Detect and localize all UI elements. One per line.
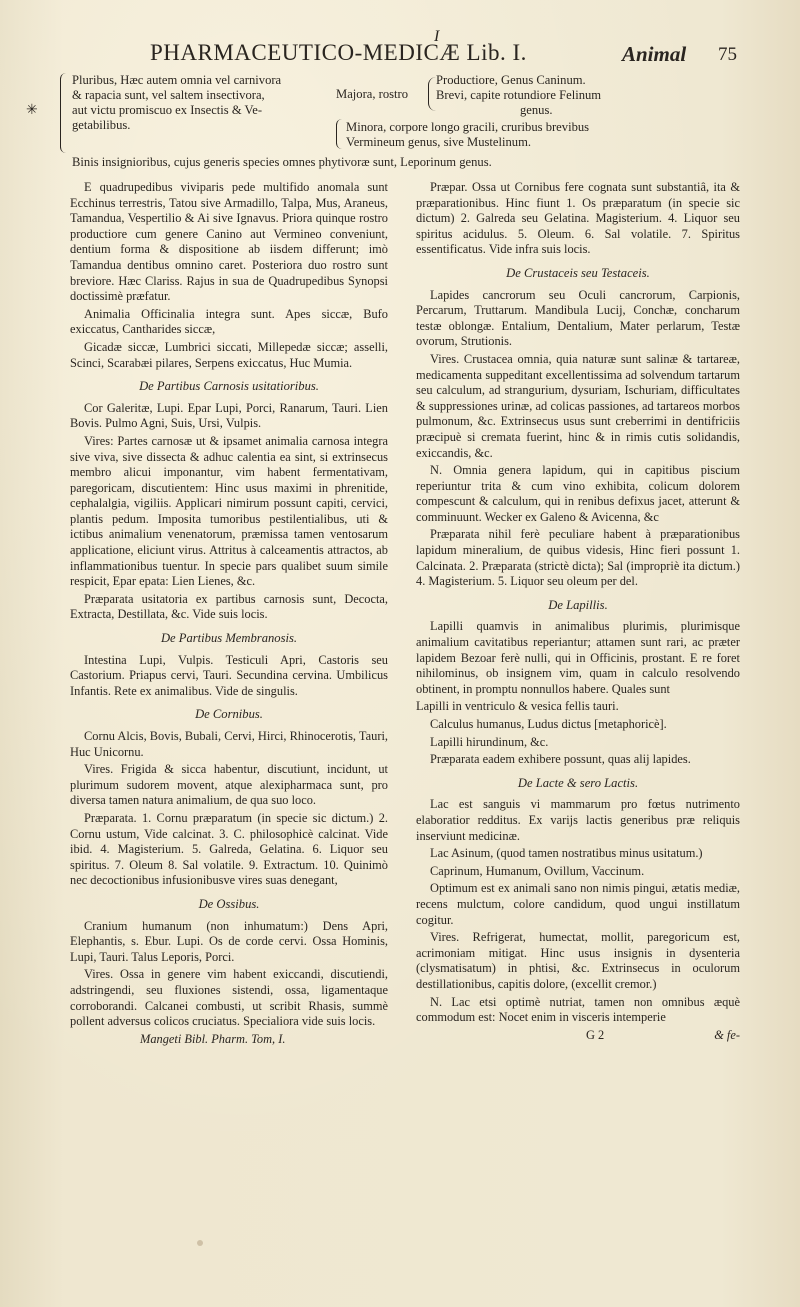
paragraph: E quadrupedibus viviparis pede multifido anomala sunt Ecchinus terrestris, Tatou sive Armadillo, Talpa, Mus, Araneus, Tamandua, Vespertilio & Ai sive Ignavus. Priora quinque rostro productiore cum genere Canino aut Vermineo conveniunt, dentium forma & dispositione ab iisdem differunt; imò Tamandua dentibus omnino caret. Posteriora duo rostro sunt breviore. Hæc Clariss. Rajus in sua de Quadrupedibus Synopsi doctissimè præfatur. [70,180,388,304]
left-column [70,180,388,1047]
paragraph: Animalia Officinalia integra sunt. Apes siccæ, Bufo exiccatus, Cantharides siccæ, [70,306,388,337]
paragraph: Vires. Refrigerat, humectat, mollit, paregoricum est, acrimoniam mitigat. Hinc usus insignis in dysenteria (clysmatisatum) in phtisi, &c. Extrinsecus in oculorum destillationibus, capitis dolore, (excellit cremor.) [416,930,740,991]
minora-line: Vermineum genus, sive Mustelinum. [346,135,532,149]
majora-label: Majora, rostro [336,87,409,101]
paragraph: Vires. Ossa in genere vim habent exiccandi, discutiendi, adstringendi, seu fluxiones sistendi, ossa, ligamentaque corroborandi. Calcanei combusti, ut scribit Rhasis, summè pollent adversus colicos cruciatus. Specialiora vide suis locis. [70,967,388,1029]
page-number: 75 [718,44,737,65]
paragraph: Lac Asinum, (quod tamen nostratibus minus usitatum.) [430,846,703,861]
paragraph: N. Lac etsi optimè nutriat, tamen non omnibus æquè commodum est: Nocet enim in visceris intemperie [416,994,740,1025]
paragraph: Cranium humanum (non inhumatum:) Dens Apri, Elephantis, s. Ebur. Lupi. Os de corde cervi. Ossa Hominis, Lupi, Tauri. Talus Leporis, Porci. [70,918,388,964]
asterisk-mark: ✳ [26,103,38,118]
paragraph: Gicadæ siccæ, Lumbrici siccati, Millepedæ siccæ; asselli, Scinci, Scarabæi pilares, Serpens exiccatus, Huc Mumia. [70,339,388,370]
productiore-line: Productiore, Genus Caninum. [436,73,586,87]
paragraph: Optimum est ex animali sano non nimis pingui, ætatis mediæ, recens mulctum, colore candidum, quod ungui instillatum cogitur. [416,881,740,927]
section-heading: De Partibus Carnosis usitatioribus. [139,379,319,394]
footer-right [416,1028,740,1044]
paragraph: Cor Galeritæ, Lupi. Epar Lupi, Porci, Ranarum, Tauri. Lien Bovis. Pulmo Agni, Suis, Ursi, Vulpis. [70,400,388,431]
section-heading: De Partibus Membranosis. [160,631,298,646]
top-mark: I [434,28,440,45]
section-heading: De Crustaceis seu Testaceis. [506,265,650,280]
paragraph: Intestina Lupi, Vulpis. Testiculi Apri, Castoris seu Castorium. Priapus cervi, Tauri. Secundina cervina. Umbilicus Infantis. Rete ex animalibus. Vide de singulis. [70,652,388,698]
genus-word: genus. [520,103,553,117]
paragraph: Lapides cancrorum seu Oculi cancrorum, Carpionis, Percarum, Truttarum. Mandibula Lucij, Conchæ, concharum testæ oblongæ. Entalium, Dentalium, Mater perlarum, Testæ ovorum, Strutionis. [416,287,740,349]
pluribus-line: aut victu promiscuo ex Insectis & Ve- [72,103,263,117]
paragraph: Vires. Frigida & sicca habentur, discutiunt, incidunt, ut plurimum sudorem movent, atque alexipharmaca sunt, pro diversa tamen natura animalium, de qua suo loco. [70,762,388,808]
pluribus-line: Pluribus, Hæc autem omnia vel carnivora [72,73,282,87]
pluribus-line: & rapacia sunt, vel saltem insectivora, [72,88,265,102]
right-column [416,180,740,1043]
minora-text [346,120,756,150]
catchword: & fe- [714,1027,740,1042]
section-heading: De Lacte & sero Lactis. [517,775,639,790]
footer-imprint: Mangeti Bibl. Pharm. Tom, I. [140,1031,286,1046]
paragraph: Præpar. Ossa ut Cornibus fere cognata sunt substantiâ, ita & præparationibus. Hinc fiunt 1. Os præparatum (in specie sic dictum) 2. Galreda seu Gelatina. Magisterium. 4. Liquor seu spiritus acidulus. 5. Oleum. 6. Sal volatile. 7. Spiritus essentificatus. Vide infra suis locis. [416,180,740,257]
paragraph: Præparata eadem exhibere possunt, quas alij lapides. [430,752,691,767]
paragraph: Lapilli in ventriculo & vesica fellis tauri. [416,699,619,714]
footer-left [70,1032,388,1048]
pluribus-line: getabilibus. [72,118,131,132]
paragraph: N. Omnia genera lapidum, qui in capitibus piscium reperiuntur trita & cum vino exhibita, colicum dolorem compescunt & calculum, qui in renibus defixus jacet, atterunt & comminuunt. Wecker ex Galeno & Avicenna, &c [416,463,740,524]
running-title: PHARMACEUTICO-MEDICÆ Lib. I. [150,40,527,65]
paragraph: Præparata. 1. Cornu præparatum (in specie sic dictum.) 2. Cornu ustum, Vide calcinat. 3. C. philosophicè calcinat. Vide ibid. 4. Magisterium. 5. Galreda, Gelatina. 6. Liquor seu spiritus. 7. Oleum 8. Sal volatile. 9. Extractum. 10. Quinimò nec decoctionibus infusionibusve vires suas denegant, [70,810,388,888]
signature-mark: G 2 [585,1027,605,1042]
paragraph: Cornu Alcis, Bovis, Bubali, Cervi, Hirci, Rhinocerotis, Tauri, Huc Unicornu. [70,729,388,759]
paragraph: Lapilli hirundinum, &c. [430,734,549,749]
section-heading: De Lapillis. [548,597,608,612]
section-heading: De Cornibus. [195,707,263,722]
classification-block [26,73,760,173]
binis-line: Binis insignioribus, cujus generis species omnes phytivoræ sunt, Leporinum genus. [72,155,492,169]
pluribus-text [72,73,334,133]
paragraph: Caprinum, Humanum, Ovillum, Vaccinum. [430,863,645,878]
minora-line: Minora, corpore longo gracili, cruribus brevibus [346,120,590,134]
paragraph: Lac est sanguis vi mammarum pro fœtus nutrimento elaboratior redditus. Ex varijs lactis generibus præ reliquis inserviunt medicinæ. [416,797,740,843]
paragraph: Calculus humanus, Ludus dictus [metaphoricè]. [430,717,667,731]
paragraph: Præparata nihil ferè peculiare habent à præparationibus lapidum mineralium, de quibus videsis, Hinc fieri possunt 1. Calcinata. 2. Præparata (strictè dicta); Sal (impropriè ita dictum.) 4. Magisterium. 5. Liquor seu oleum per del. [416,527,740,589]
paragraph: Præparata usitatoria ex partibus carnosis sunt, Decocta, Extracta, Destillata, &c. Vide suis locis. [70,591,388,622]
paragraph: Lapilli quamvis in animalibus plurimis, plurimisque animalium cavitatibus reperiantur; attamen sunt rari, ac præter lapidem Bezoar ferè nulli, qui in Officinis, prostant. E re foret nihilominus, ob insignem vim, quam in calculo resolvendo obtinent, in promptu nonnullos habere. Quales sunt [416,619,740,696]
paragraph: Vires. Crustacea omnia, quia naturæ sunt salinæ & tartareæ, medicamenta suppeditant excellentissima ad solvendum tartarum seu calculum, ad strangurium, dysuriam, Ischuriam, difficultates & suppressiones urinæ, ad colicas passiones, ad tartareos morbos pulmonum, &c. Extrinsecus usus sunt creberrimi in dentifriciis præcipuè si cremata fuerint, hinc & in rimis cutis solidandis, exiccandis, &c. [416,351,740,460]
running-header [150,28,737,74]
paragraph: Vires: Partes carnosæ ut & ipsamet animalia carnosa integra sive viva, sive dissecta & adhuc calentia ea sint, si extrinsecus membro alicui imponantur, vim habent fermentativam, paregoricam, discutientem: Hinc usus maximi in phrenitide, cephalalgia, vigiliis. Applicari nimirum possunt capiti, cervici, plantis pedum. Imposita tumoribus pestilentialibus, uti & ictibus animalium venenatorum, præmissa tamen ventosarum applicatione, eliciunt virus. Attritus à calceamentis attractos, ab inflammationibus tuentur. In specie pars qualibet suum simile respicit, Epar epata: Lien Lienes, &c. [70,433,388,589]
left-brace [60,73,69,153]
minora-brace [336,119,344,149]
running-word: Animal [622,42,687,66]
paper-stain [197,1240,203,1246]
brevi-line: Brevi, capite rotundiore Felinum [436,88,602,102]
section-heading: De Ossibus. [198,896,260,911]
